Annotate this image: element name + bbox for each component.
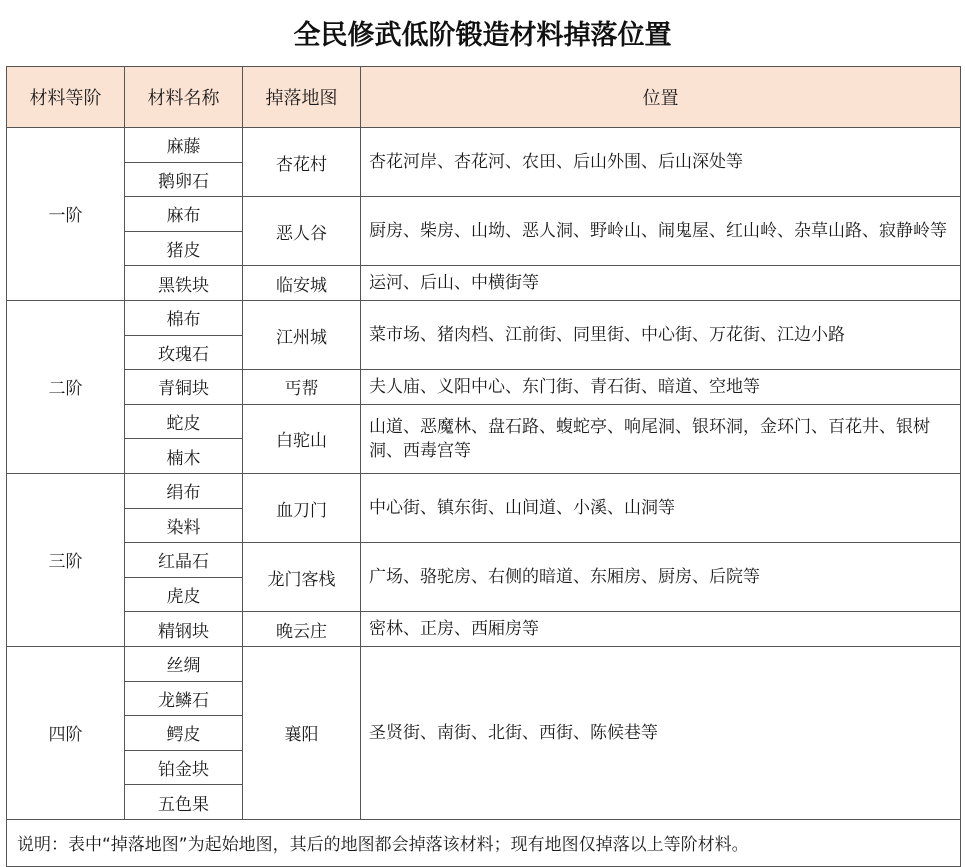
map-cell: 龙门客栈 bbox=[243, 543, 361, 612]
map-cell: 血刀门 bbox=[243, 473, 361, 542]
material-cell: 龙鳞石 bbox=[125, 681, 243, 716]
map-cell: 丐帮 bbox=[243, 370, 361, 405]
material-table bbox=[6, 66, 961, 867]
material-cell: 棉布 bbox=[125, 300, 243, 335]
table-row bbox=[7, 128, 961, 163]
map-cell: 江州城 bbox=[243, 300, 361, 369]
header-row bbox=[7, 67, 961, 128]
tier-cell: 一阶 bbox=[7, 128, 125, 301]
material-cell: 虎皮 bbox=[125, 577, 243, 612]
table-row bbox=[7, 300, 961, 335]
material-cell: 黑铁块 bbox=[125, 266, 243, 301]
material-cell: 精钢块 bbox=[125, 612, 243, 647]
location-cell: 中心街、镇东街、山间道、小溪、山洞等 bbox=[361, 473, 961, 542]
tier-cell: 三阶 bbox=[7, 473, 125, 646]
location-cell: 菜市场、猪肉档、江前街、同里街、中心街、万花街、江边小路 bbox=[361, 300, 961, 369]
header-location: 位置 bbox=[361, 67, 961, 128]
material-cell: 鹅卵石 bbox=[125, 162, 243, 197]
location-cell: 密林、正房、西厢房等 bbox=[361, 612, 961, 647]
note-row bbox=[7, 819, 961, 866]
material-cell: 麻藤 bbox=[125, 128, 243, 163]
material-cell: 红晶石 bbox=[125, 543, 243, 578]
header-tier: 材料等阶 bbox=[7, 67, 125, 128]
table-row bbox=[7, 612, 961, 647]
table-row bbox=[7, 266, 961, 301]
table-row bbox=[7, 646, 961, 681]
material-cell: 猪皮 bbox=[125, 231, 243, 266]
location-cell: 杏花河岸、杏花河、农田、后山外围、后山深处等 bbox=[361, 128, 961, 197]
header-material: 材料名称 bbox=[125, 67, 243, 128]
table-row bbox=[7, 370, 961, 405]
header-map: 掉落地图 bbox=[243, 67, 361, 128]
location-cell: 夫人庙、义阳中心、东门街、青石街、暗道、空地等 bbox=[361, 370, 961, 405]
material-cell: 蛇皮 bbox=[125, 404, 243, 439]
map-cell: 白驼山 bbox=[243, 404, 361, 473]
material-cell: 丝绸 bbox=[125, 646, 243, 681]
tier-cell: 二阶 bbox=[7, 300, 125, 473]
table-row bbox=[7, 197, 961, 232]
material-cell: 铂金块 bbox=[125, 750, 243, 785]
material-cell: 楠木 bbox=[125, 439, 243, 474]
table-row bbox=[7, 543, 961, 578]
location-cell: 运河、后山、中横街等 bbox=[361, 266, 961, 301]
map-cell: 临安城 bbox=[243, 266, 361, 301]
tier-cell: 四阶 bbox=[7, 646, 125, 819]
table-body bbox=[7, 128, 961, 820]
location-cell: 山道、恶魔林、盘石路、蝮蛇亭、响尾洞、银环洞，金环门、百花井、银树洞、西毒宫等 bbox=[361, 404, 961, 473]
material-cell: 麻布 bbox=[125, 197, 243, 232]
table-row bbox=[7, 404, 961, 439]
material-cell: 染料 bbox=[125, 508, 243, 543]
material-cell: 鳄皮 bbox=[125, 716, 243, 751]
material-cell: 绢布 bbox=[125, 473, 243, 508]
material-cell: 青铜块 bbox=[125, 370, 243, 405]
table-row bbox=[7, 473, 961, 508]
material-cell: 玫瑰石 bbox=[125, 335, 243, 370]
location-cell: 厨房、柴房、山坳、恶人洞、野岭山、闹鬼屋、红山岭、杂草山路、寂静岭等 bbox=[361, 197, 961, 266]
location-cell: 广场、骆驼房、右侧的暗道、东厢房、厨房、后院等 bbox=[361, 543, 961, 612]
map-cell: 晚云庄 bbox=[243, 612, 361, 647]
note-text: 说明：表中“掉落地图”为起始地图，其后的地图都会掉落该材料；现有地图仅掉落以上等阶材料。 bbox=[7, 819, 961, 866]
material-cell: 五色果 bbox=[125, 785, 243, 820]
map-cell: 襄阳 bbox=[243, 646, 361, 819]
page-title: 全民修武低阶锻造材料掉落位置 bbox=[293, 20, 672, 51]
location-cell: 圣贤街、南街、北街、西街、陈候巷等 bbox=[361, 646, 961, 819]
map-cell: 杏花村 bbox=[243, 128, 361, 197]
map-cell: 恶人谷 bbox=[243, 197, 361, 266]
